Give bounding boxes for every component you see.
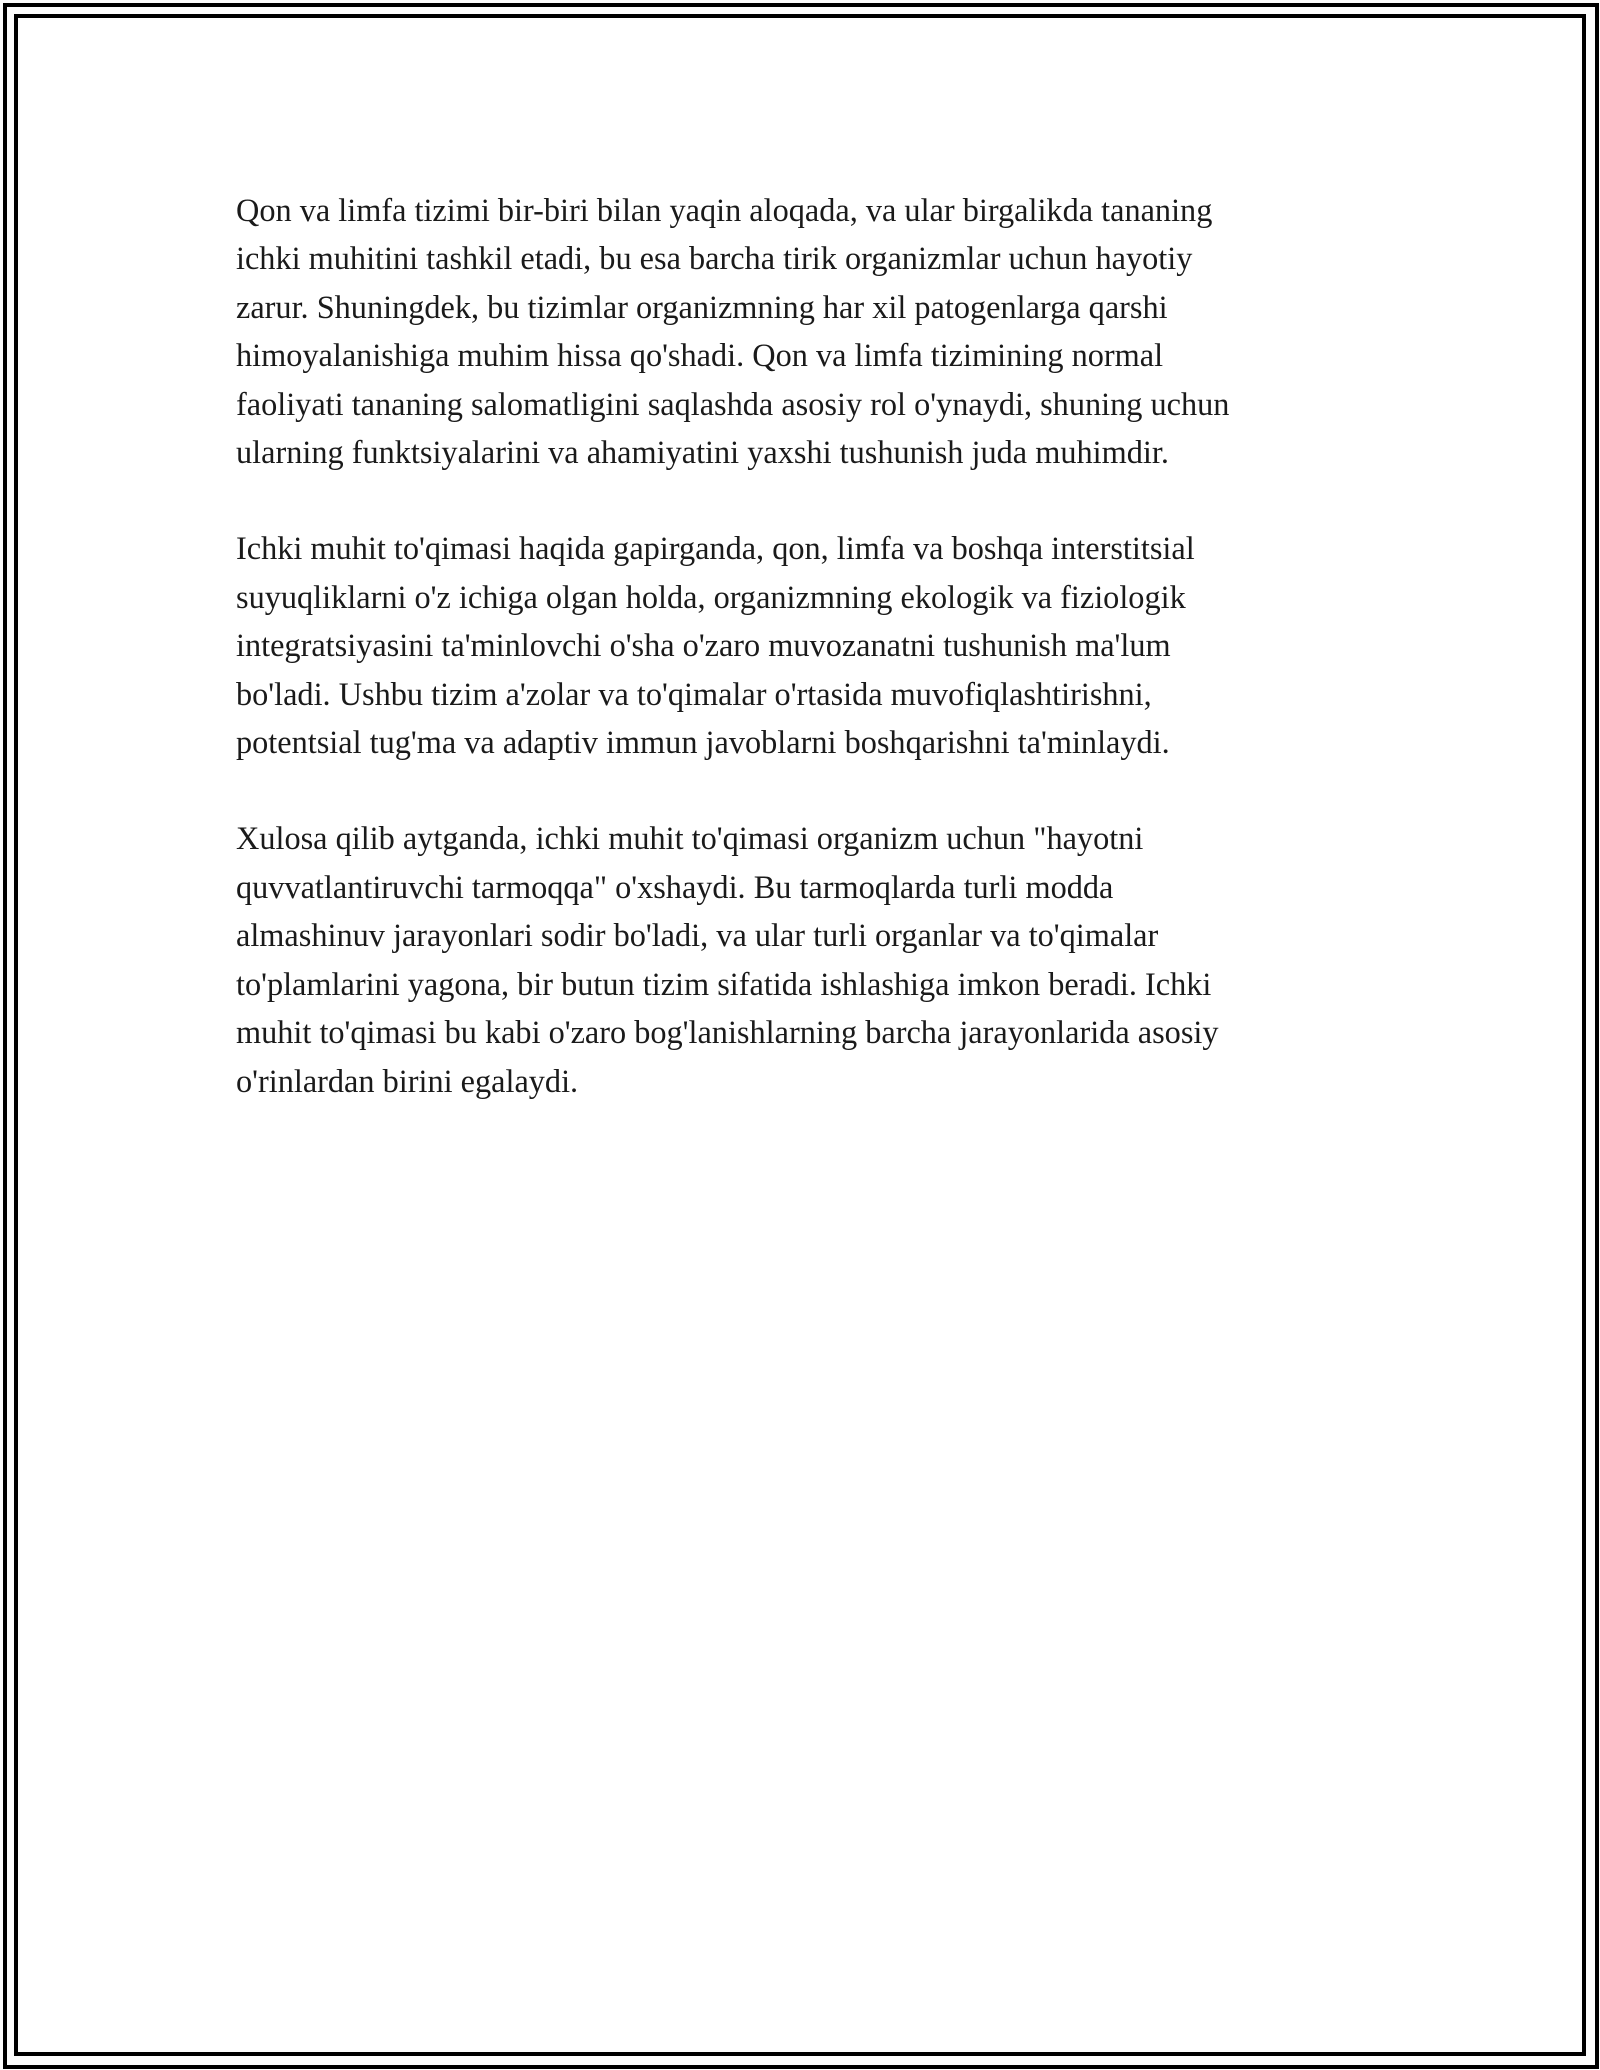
text-line: ularning funktsiyalarini va ahamiyatini yaxshi tushunish juda muhimdir.: [236, 434, 1169, 471]
text-line: potentsial tug'ma va adaptiv immun javoblarni boshqarishni ta'minlaydi.: [236, 724, 1170, 761]
text-line: suyuqliklarni o'z ichiga olgan holda, organizmning ekologik va fiziologik: [236, 578, 1186, 615]
text-line: Ichki muhit to'qimasi haqida gapirganda, qon, limfa va boshqa interstitsial: [236, 530, 1195, 567]
text-line: faoliyati tananing salomatligini saqlashda asosiy rol o'ynaydi, shuning uchun: [236, 385, 1230, 422]
document-body: [236, 186, 1386, 1153]
text-line: to'plamlarini yagona, bir butun tizim sifatida ishlashiga imkon beradi. Ichki: [236, 965, 1212, 1002]
text-line: Xulosa qilib aytganda, ichki muhit to'qimasi organizm uchun "hayotni: [236, 820, 1144, 857]
text-line: o'rinlardan birini egalaydi.: [236, 1062, 579, 1099]
paragraph-3: [236, 814, 1386, 1104]
paragraph-1: [236, 186, 1386, 476]
text-line: almashinuv jarayonlari sodir bo'ladi, va ular turli organlar va to'qimalar: [236, 917, 1159, 954]
text-line: quvvatlantiruvchi tarmoqqa" o'xshaydi. Bu tarmoqlarda turli modda: [236, 868, 1114, 905]
text-line: muhit to'qimasi bu kabi o'zaro bog'lanishlarning barcha jarayonlarida asosiy: [236, 1014, 1219, 1051]
text-line: ichki muhitini tashkil etadi, bu esa barcha tirik organizmlar uchun hayotiy: [236, 240, 1193, 277]
text-line: Qon va limfa tizimi bir-biri bilan yaqin aloqada, va ular birgalikda tananing: [236, 192, 1213, 228]
paragraph-2: [236, 524, 1386, 766]
text-line: bo'ladi. Ushbu tizim a'zolar va to'qimalar o'rtasida muvofiqlashtirishni,: [236, 675, 1152, 712]
text-line: integratsiyasini ta'minlovchi o'sha o'zaro muvozanatni tushunish ma'lum: [236, 627, 1171, 664]
text-line: himoyalanishiga muhim hissa qo'shadi. Qon va limfa tizimining normal: [236, 337, 1164, 374]
text-line: zarur. Shuningdek, bu tizimlar organizmning har xil patogenlarga qarshi: [236, 288, 1168, 325]
